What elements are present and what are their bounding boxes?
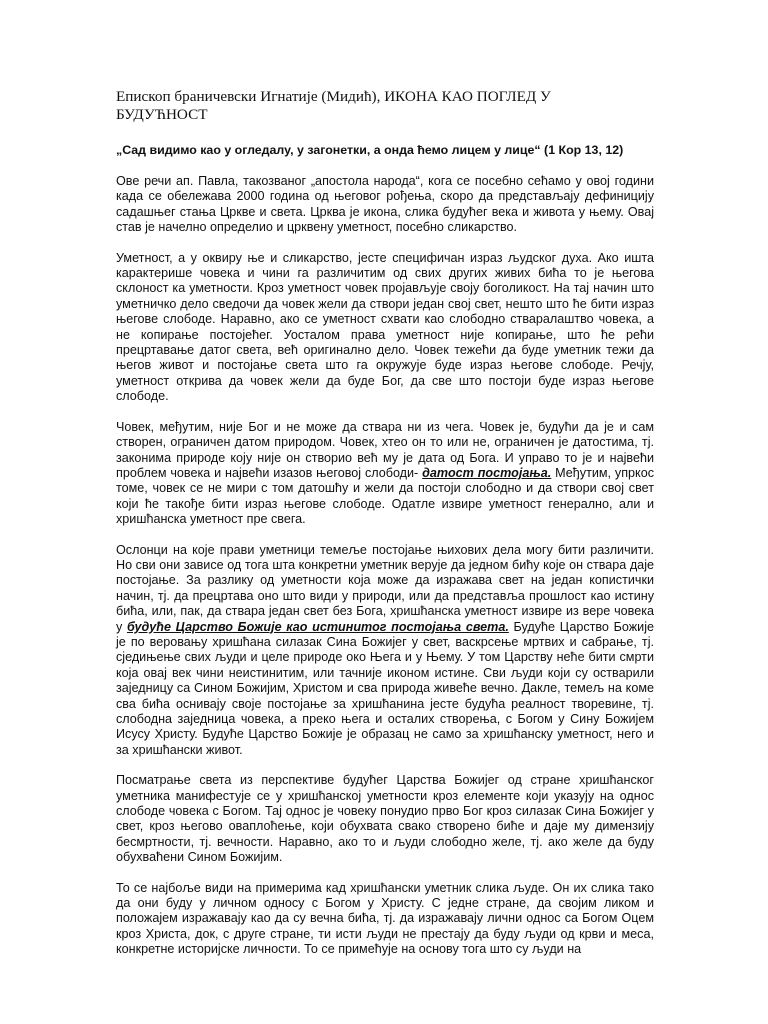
paragraph xyxy=(116,773,654,865)
paragraph xyxy=(116,174,654,236)
emphasized-phrase: датост постојања. xyxy=(422,465,552,480)
emphasized-phrase: будуће Царство Божије као истинитог постојања света. xyxy=(126,619,509,634)
paragraph-text: Ослонци на које прави уметници темеље постојање њихових дела могу бити различити. Но сви они зависе од тога шта конкретни уметник верује да једном бићу које он ствара даје постојање. За разлику од уметности која може да изражава свет на један копистички начин, тј. да прецртава оно што види у природи, или да представља прошлост као истину бића, или, пак, да ствара један свет без Бога, хришћанска уметност извире из вере човека у xyxy=(116,542,654,634)
paragraph-text: Човек, међутим, није Бог и не може да ствара ни из чега. Човек је, будући да је и сам створен, ограничен датом природом. Човек, хтео он то или не, ограничен је датостима, тј. законима природе коју није он створио већ му је дата од Бога. И управо то је и највећи проблем човека и највећи изазов његовој слободи- xyxy=(116,419,654,480)
title-line-1: Епископ браничевски Игнатије (Мидић), ИКОНА КАО ПОГЛЕД У xyxy=(116,88,551,105)
paragraph-text: Уметност, а у оквиру ње и сликарство, јесте специфичан израз људског духа. Ако ишта карактерише човека и чини га различитим од свих других живих бића то је његова склоност ка уметности. Кроз уметност човек пројављује своју боголикост. На тај начин што уметничко дело сведочи да човек жели да створи један свој свет, нешто што ће бити израз његове слободе. Наравно, ако се уметност схвати као слободно стваралаштво човека, а не копирање постојећег. Уосталом права уметност није копирање, што ће рећи прецртавање датог света, већ оригинално дело. Човек тежећи да буде уметник тежи да његов живот и постојање света што га окружује буде израз његове слободе. Речју, уметност открива да човек жели да буде Бог, да све што постоји буде израз његове слободе. xyxy=(116,250,654,404)
title-line-2: БУДУЋНОСТ xyxy=(116,106,208,123)
paragraph xyxy=(116,420,654,528)
paragraph-text: Посматрање света из перспективе будућег Царства Божијег од стране хришћанског уметника манифестује се у хришћанској уметности кроз елементе који указују на однос слободе човека с Богом. Тај однос је човеку понудио прво Бог кроз силазак Сина Божијег у свет, кроз његово оваплоћење, који обухвата свако створено биће и даје му димензију бесмртности, тј. вечности. Наравно, ако то и људи слободно желе, тј. ако желе да буду обухваћени Сином Божијим. xyxy=(116,773,654,865)
paragraph-text: Међутим, упркос томе, човек се не мири с том датошћу и жели да постоји слободно и да створи свој свет који ће такође бити израз његове слободе. Одатле извире уметност генерално, али и хришћанска уметност пре свега. xyxy=(116,465,654,527)
document-title xyxy=(116,88,654,124)
paragraph-text: Ове речи ап. Павла, такозваног „апостола народа“, кога се посебно сећамо у овој години када се обележава 2000 година од његовог рођења, скоро да представљају дефиницију садашњег стања Цркве и света. Црква је икона, слика будућег века и живота у њему. Овај став је начелно определио и црквену уметност, посебно сликарство. xyxy=(116,174,654,235)
epigraph: „Сад видимо као у огледалу, у загонетки, а онда ћемо лицем у лице“ (1 Кор 13, 12) xyxy=(116,143,624,157)
paragraph xyxy=(116,251,654,405)
paragraph xyxy=(116,881,654,958)
paragraph-text: Будуће Царство Божије је по веровању хришћана силазак Сина Божијег у свет, васкрсење мртвих и сабрање, тј. сједињење свих људи и целе природе око Њега и у Њему. У том Царству неће бити смрти која овај век чини неистинитим, или тачније иконом истине. Сви људи који су остварили заједницу са Сином Божијим, Христом и сва природа живеће вечно. Дакле, темељ на коме сва бића оснивају своје постојање за хришћанина јесте будућа реалност творевине, тј. слободна заједница човека, а преко њега и осталих створења, с Богом у Сину Божијем Исусу Христу. Будуће Царство Божије је образац не само за хришћанску уметност, него и за хришћански живот. xyxy=(116,619,654,757)
paragraph-text: То се најбоље види на примерима кад хришћански уметник слика људе. Он их слика тако да они буду у личном односу с Богом у Христу. С једне стране, да својим ликом и положајем изражавају као да су вечна бића, тј. да изражавају лични однос са Богом Оцем кроз Христа, док, с друге стране, ти исти људи не престају да буду људи од крви и меса, конкретне историјске личности. То се примећује на основу тога што су људи на xyxy=(116,880,654,957)
paragraph xyxy=(116,543,654,759)
